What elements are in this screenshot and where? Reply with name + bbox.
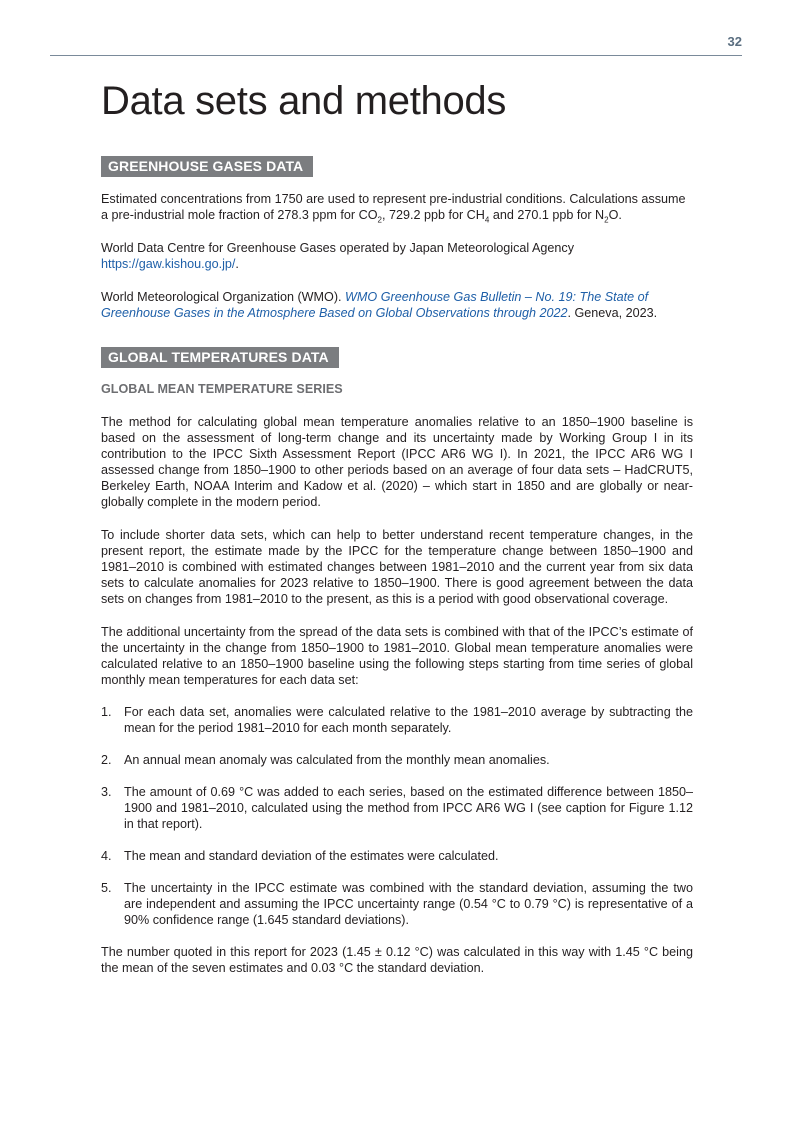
- temperatures-closing-paragraph: The number quoted in this report for 2023 (1.45 ± 0.12 °C) was calculated in this way with 1.45 °C being the mean of the seven estimates and 0.03 °C the standard deviation.: [101, 945, 693, 975]
- section-banner-greenhouse: GREENHOUSE GASES DATA: [101, 156, 313, 177]
- step-text: An annual mean anomaly was calculated from the monthly mean anomalies.: [124, 753, 550, 767]
- step-text: The amount of 0.69 °C was added to each series, based on the estimated difference between 1850–1900 and 1981–2010, calculated using the method from IPCC AR6 WG I (see caption for Figure 1.12 in that report).: [124, 785, 693, 831]
- step-number: 2.: [101, 753, 112, 767]
- list-item: [101, 880, 693, 928]
- greenhouse-p1-text-a: Estimated concentrations from 1750 are used to represent pre-industrial conditions. Calculations assume a pre-industrial mole fraction of 278.3 ppm for CO: [101, 192, 686, 222]
- list-item: [101, 704, 693, 736]
- greenhouse-p1-text-d: O.: [608, 208, 622, 222]
- greenhouse-p1-text-b: , 729.2 ppb for CH: [381, 208, 485, 222]
- greenhouse-paragraph-2: [101, 240, 693, 272]
- page-title: Data sets and methods: [101, 79, 507, 123]
- step-number: 1.: [101, 705, 112, 719]
- greenhouse-p1-text-c: and 270.1 ppb for N: [489, 208, 605, 222]
- step-number: 5.: [101, 881, 112, 895]
- subheading-global-mean-temperature: GLOBAL MEAN TEMPERATURE SERIES: [101, 382, 343, 396]
- steps-list: [101, 704, 693, 928]
- wdcgg-after: .: [235, 257, 239, 271]
- section-banner-temperatures: GLOBAL TEMPERATURES DATA: [101, 347, 339, 368]
- temperatures-paragraph-3: The additional uncertainty from the spread of the data sets is combined with that of the IPCC’s estimate of the uncertainty in the change from 1850–1900 to 1981–2010. Global mean temperature anomalies were calculated relative to an 1850–1900 baseline using the following steps starting from time series of global monthly mean temperatures for each data set:: [101, 625, 693, 687]
- temperatures-paragraph-1: The method for calculating global mean temperature anomalies relative to an 1850–1900 baseline is based on the assessment of long-term change and its uncertainty made by Working Group I in its contribution to the IPCC Sixth Assessment Report (IPCC AR6 WG I). In 2021, the IPCC AR6 WG I assessed change from 1850–1900 to other periods based on an average of four data sets – HadCRUT5, Berkeley Earth, NOAA Interim and Kadow et al. (2020) – which start in 1850 and are globally or near-globally complete in the modern period.: [101, 415, 693, 509]
- greenhouse-paragraph-3: [101, 289, 693, 321]
- wmo-bulletin-link[interactable]: WMO Greenhouse Gas Bulletin – No. 19: The State of Greenhouse Gases in the Atmosphere Based on Global Observations through 2022: [101, 290, 649, 320]
- greenhouse-p1-sub-c: 2: [604, 215, 609, 225]
- step-number: 3.: [101, 785, 112, 799]
- greenhouse-p1-sub-b: 4: [484, 215, 490, 225]
- greenhouse-p1-sub-a: 2: [377, 215, 382, 225]
- header-rule: [50, 55, 742, 56]
- step-number: 4.: [101, 849, 112, 863]
- page-number: 32: [727, 34, 742, 49]
- step-text: For each data set, anomalies were calculated relative to the 1981–2010 average by subtracting the mean for the period 1981–2010 for each month separately.: [124, 705, 693, 735]
- list-item: [101, 752, 693, 768]
- wdcgg-text: World Data Centre for Greenhouse Gases operated by Japan Meteorological Agency: [101, 241, 575, 255]
- list-item: [101, 848, 693, 864]
- temperatures-paragraph-2: To include shorter data sets, which can help to better understand recent temperature changes, in the present report, the estimate made by the IPCC for the temperature change between 1850–1900 and 1981–2010 is combined with estimated changes between 1981–2010 and the current year from six data sets to calculate anomalies for 2023 relative to 1850–1900. There is good agreement between the data sets on changes from 1981–2010 to the present, as this is a period with good observational coverage.: [101, 528, 693, 606]
- step-text: The uncertainty in the IPCC estimate was combined with the standard deviation, assuming the two are independent and assuming the IPCC uncertainty range (0.54 °C to 0.79 °C) is representative of a 90% confidence range (1.645 standard deviations).: [124, 881, 693, 927]
- step-text: The mean and standard deviation of the estimates were calculated.: [124, 849, 499, 863]
- wdcgg-link[interactable]: https://gaw.kishou.go.jp/: [101, 257, 236, 271]
- page-content: [101, 78, 693, 976]
- list-item: [101, 784, 693, 832]
- wmo-text: World Meteorological Organization (WMO).: [101, 290, 346, 304]
- greenhouse-paragraph-1: [101, 191, 693, 223]
- wmo-after: . Geneva, 2023.: [567, 306, 658, 320]
